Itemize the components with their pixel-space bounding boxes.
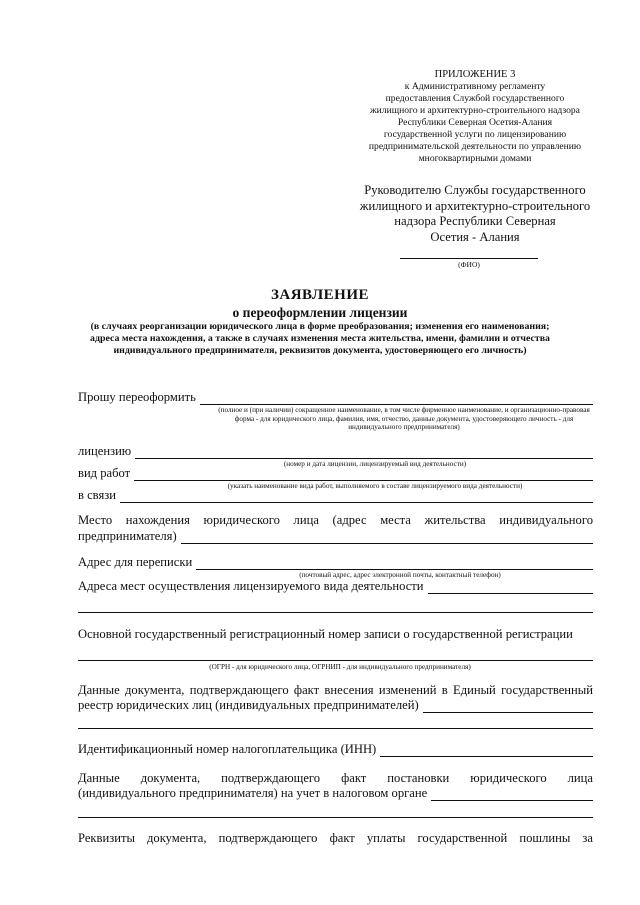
addressee-block <box>352 183 598 245</box>
location-label: предпринимателя) <box>78 529 177 543</box>
tax-label: (индивидуального предпринимателя) на учет в налоговом органе <box>78 786 428 800</box>
egrul-field-2[interactable] <box>78 728 593 729</box>
mail-caption: (почтовый адрес, адрес электронной почты, контактный телефон) <box>299 571 501 579</box>
egrul-text: Данные документа, подтверждающего факт внесения изменений в Единый государственный <box>78 683 593 697</box>
license-row <box>78 443 593 459</box>
places-row <box>78 578 593 594</box>
work-row <box>78 465 593 481</box>
places-field-2[interactable] <box>78 612 593 613</box>
appendix-block <box>352 69 598 165</box>
reason-label: в связи <box>78 488 116 502</box>
fee-text: Реквизиты документа, подтверждающего факт уплаты государственной пошлины за <box>78 831 593 845</box>
reissue-label: Прошу переоформить <box>78 390 196 404</box>
document-note: (в случаях реорганизации юридического лица в форме преобразования; изменения его наименования; адреса места нахождения, а также в случаях изменения места жительства, имени, фамилии и отчества индивидуального предпринимателя, реквизитов документа, удостоверяющего его личность) <box>90 321 550 356</box>
addressee-line: жилищного и архитектурно-строительного <box>359 198 591 213</box>
egrul-field[interactable] <box>423 700 593 713</box>
appendix-line: жилищного и архитектурно-строительного надзора <box>370 105 580 116</box>
tax-field[interactable] <box>431 788 593 801</box>
ogrn-field[interactable] <box>78 660 593 661</box>
tax-field-2[interactable] <box>78 817 593 818</box>
inn-label: Идентификационный номер налогоплательщика (ИНН) <box>78 742 377 756</box>
reissue-caption: (полное и (при наличии) сокращенное наименование, в том числе фирменное наименование, и организационно-правовая форма - для юридического лица, фамилия, имя, отчество, данные документа, удостоверяющего личность - для индивидуального предпринимателя) <box>218 406 590 432</box>
tax-text: Данные документа, подтверждающего факт постановки юридического лица <box>78 771 593 785</box>
document-subtitle: о переоформлении лицензии <box>232 305 408 320</box>
license-label: лицензию <box>78 444 132 458</box>
addressee-line: надзора Республики Северная <box>394 214 556 229</box>
fio-field[interactable] <box>400 258 538 259</box>
fio-caption: (ФИО) <box>458 260 480 269</box>
reason-field[interactable] <box>120 490 593 503</box>
egrul-row <box>78 697 593 713</box>
ogrn-label: Основной государственный регистрационный номер записи о государственной регистрации <box>78 627 573 641</box>
mail-label: Адрес для переписки <box>78 555 193 569</box>
work-caption: (указать наименование вида работ, выполняемого в составе лицензируемого вида деятельности) <box>227 482 523 490</box>
egrul-label: реестр юридических лиц (индивидуальных предпринимателей) <box>78 698 419 712</box>
location-text: Место нахождения юридического лица (адрес места жительства индивидуального <box>78 513 593 527</box>
appendix-line: Республики Северная Осетия-Алания <box>397 117 553 128</box>
reissue-row <box>78 389 593 405</box>
work-label: вид работ <box>78 466 131 480</box>
appendix-line: к Административному регламенту <box>404 81 546 92</box>
appendix-line: предпринимательской деятельности по управлению <box>368 141 582 152</box>
license-caption: (номер и дата лицензии, лицензируемый вид деятельности) <box>283 460 467 468</box>
mail-row <box>78 554 593 570</box>
tax-row <box>78 785 593 801</box>
location-field[interactable] <box>181 531 593 544</box>
location-row <box>78 528 593 544</box>
places-label: Адреса мест осуществления лицензируемого вида деятельности <box>78 579 424 593</box>
reissue-field[interactable] <box>200 392 593 405</box>
reason-row <box>78 487 593 503</box>
document-title: ЗАЯВЛЕНИЕ <box>270 287 370 303</box>
mail-field[interactable] <box>196 557 593 570</box>
inn-row <box>78 741 593 757</box>
ogrn-caption: (ОГРН - для юридического лица, ОГРНИП - для индивидуального предпринимателя) <box>209 663 471 671</box>
addressee-line: Руководителю Службы государственного <box>364 183 586 197</box>
appendix-line: многоквартирными домами <box>418 153 532 164</box>
addressee-line: Осетия - Алания <box>430 229 520 244</box>
appendix-line: государственной услуги по лицензированию <box>383 129 567 140</box>
inn-field[interactable] <box>380 744 593 757</box>
appendix-line: предоставления Службой государственного <box>385 93 565 104</box>
places-field[interactable] <box>428 581 593 594</box>
work-field[interactable] <box>134 468 593 481</box>
license-field[interactable] <box>135 446 593 459</box>
appendix-title: ПРИЛОЖЕНИЕ 3 <box>434 69 516 80</box>
